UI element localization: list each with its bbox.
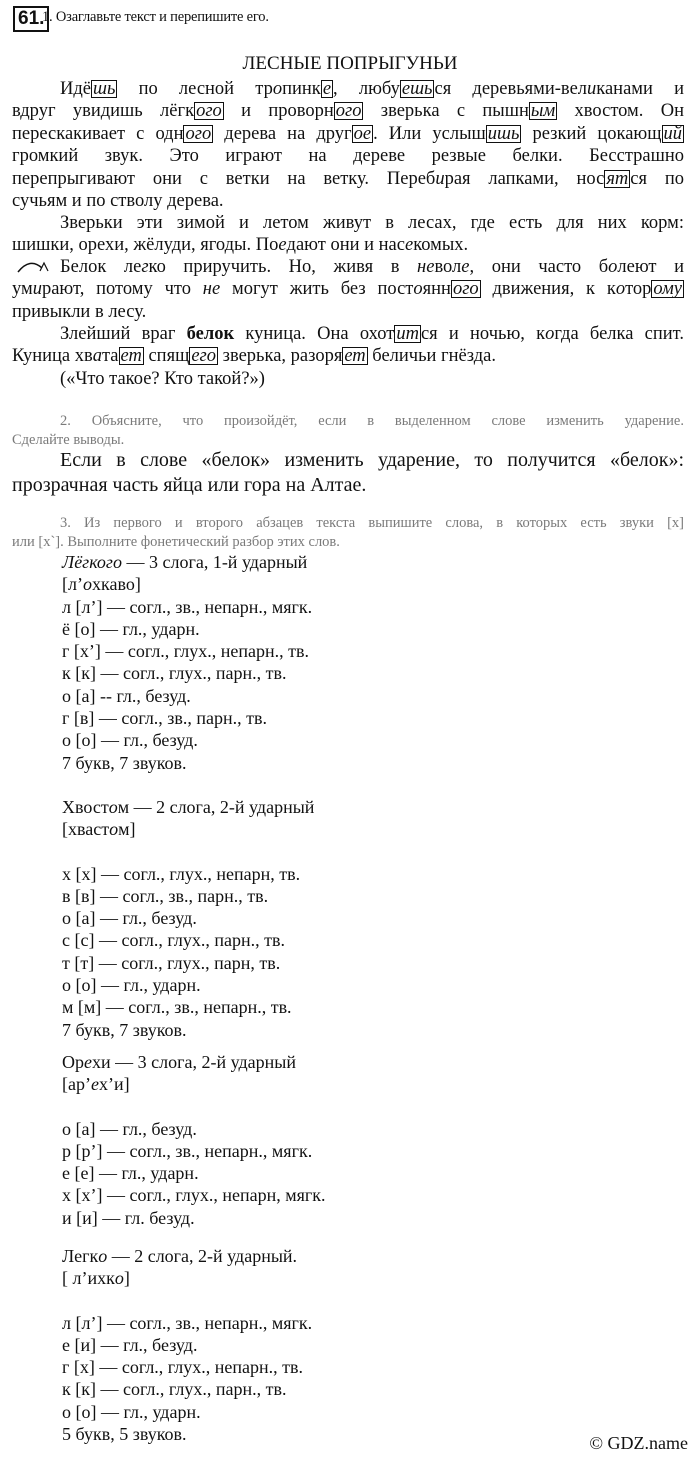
- italic-letter: о: [413, 279, 423, 300]
- text-run: хкаво]: [91, 574, 141, 595]
- spacer: [62, 841, 314, 863]
- analysis-line: е [е] — гл., ударн.: [62, 1163, 199, 1184]
- text-run: привыкли в лесу.: [12, 301, 147, 322]
- highlighted-ending: ят: [606, 168, 629, 189]
- analysis-transcription: [62, 573, 312, 595]
- highlighted-ending: ого: [196, 101, 222, 122]
- analysis-header: [62, 551, 312, 573]
- text-run: та: [101, 346, 119, 367]
- text-line: [12, 168, 684, 190]
- analysis-legko: [62, 1245, 312, 1445]
- spacer: [62, 1290, 312, 1312]
- analysis-line: о [а] — гл., безуд.: [62, 1118, 197, 1139]
- analysis-orekhi: [62, 1051, 326, 1229]
- stressed-vowel: о: [114, 1268, 124, 1289]
- text-run: вдруг увидишь лёгк: [12, 101, 195, 122]
- stressed-vowel: о: [108, 797, 118, 817]
- analysis-line: г [х’] — согл., глух., непарн., тв.: [62, 641, 309, 662]
- analysis-legkogo: [62, 551, 312, 774]
- text-run: зверька с пышн: [363, 101, 529, 122]
- analysis-syllables: — 3 слога, 1-й ударный: [121, 552, 308, 572]
- text-run: вол: [434, 257, 462, 277]
- analysis-line: т [т] — согл., глух., парн, тв.: [62, 952, 281, 973]
- highlighted-ending: ит: [396, 324, 419, 344]
- text-run: ]: [123, 1268, 130, 1289]
- analysis-line: 7 букв, 7 звуков.: [62, 1019, 187, 1040]
- task2-answer-line-1: Если в слове «белок» изменить ударение, то получится «белок»:: [60, 449, 684, 471]
- italic-letter: о: [545, 324, 555, 344]
- analysis-line: 7 букв, 7 звуков.: [62, 752, 187, 773]
- text-title: ЛЕСНЫЕ ПОПРЫГУНЬИ: [242, 53, 458, 74]
- text-run: янн: [422, 279, 451, 300]
- text-run: , любу: [333, 79, 400, 99]
- stressed-vowel: е: [90, 1074, 99, 1095]
- analysis-line: о [а] — гл., безуд.: [62, 908, 197, 929]
- analysis-line: х [х] — согл., глух., непарн, тв.: [62, 863, 301, 884]
- text-run: [хваст: [62, 819, 110, 840]
- text-run: шишки, орехи, жёлуди, ягоды. По: [12, 235, 279, 256]
- text-run: сучьям и по стволу дерева.: [12, 191, 224, 212]
- text-run: . Или услыш: [373, 123, 486, 144]
- analysis-line: к [к] — согл., глух., парн., тв.: [62, 1379, 287, 1400]
- italic-letter: г: [141, 257, 149, 277]
- text-run: ко приручить. Но, живя в: [148, 257, 418, 277]
- analysis-line: р [р’] — согл., зв., непарн., мягк.: [62, 1140, 313, 1161]
- bold-word: белок: [186, 324, 235, 344]
- text-run: Куница хв: [12, 346, 93, 367]
- italic-letter: и: [587, 79, 597, 99]
- highlighted-ending: его: [191, 346, 217, 367]
- text-run: резкий цокающ: [521, 123, 662, 144]
- text-line: [12, 278, 684, 300]
- analysis-line: с [с] — согл., глух., парн., тв.: [62, 930, 285, 951]
- analysis-header: [62, 796, 314, 818]
- italic-letter: а: [92, 346, 102, 367]
- task2-question-line-2: Сделайте выводы.: [12, 432, 125, 448]
- stressed-vowel: о: [82, 574, 92, 595]
- analysis-transcription: [62, 1267, 312, 1289]
- italic-letter: не: [417, 257, 435, 277]
- stressed-vowel: о: [98, 1246, 108, 1266]
- analysis-line: м [м] — согл., зв., непарн., тв.: [62, 997, 292, 1018]
- highlighted-ending: шь: [92, 79, 116, 99]
- task1-instruction: 1. Озаглавьте текст и перепишите его.: [42, 9, 269, 25]
- stressed-vowel: о: [109, 819, 119, 840]
- text-run: канами и: [596, 79, 685, 99]
- analysis-syllables: — 2 слога, 2-й ударный.: [107, 1246, 298, 1266]
- text-run: Злейший враг: [60, 324, 187, 344]
- text-line: [12, 212, 684, 234]
- paragraph-4: [12, 323, 684, 368]
- analysis-khvostom: [62, 796, 314, 1041]
- text-line: [12, 190, 684, 212]
- text-run: Легк: [62, 1246, 99, 1266]
- text-run: перепрыгивают они с ветки на ветку. Переб: [12, 168, 436, 189]
- highlighted-ending: ишь: [487, 123, 520, 144]
- analysis-header: [62, 1245, 312, 1267]
- analysis-transcription: [62, 818, 314, 840]
- text-run: движения, к к: [480, 279, 616, 300]
- analysis-line: о [а] -- гл., безуд.: [62, 685, 191, 706]
- text-line: [12, 123, 684, 145]
- text-run: Белок ле: [60, 257, 142, 277]
- analysis-line: о [о] — гл., безуд.: [62, 730, 198, 751]
- text-line: [12, 145, 684, 167]
- text-run: гда белка спит.: [554, 324, 684, 344]
- text-run: [ л’ихк: [62, 1268, 115, 1289]
- text-run: громкий звук. Это играют на дереве резвые белки. Бесстрашно: [12, 146, 684, 167]
- stress-arc-mark: [16, 259, 56, 275]
- highlighted-ending: ет: [344, 346, 366, 367]
- italic-letter: о: [608, 257, 618, 277]
- text-run: [ар’: [62, 1074, 91, 1095]
- text-run: ся и ночью, к: [420, 324, 546, 344]
- text-run: хи: [92, 1052, 111, 1072]
- text-run: тор: [625, 279, 652, 300]
- text-run: по лесной тр: [117, 79, 273, 99]
- highlighted-ending: ое: [353, 123, 372, 144]
- text-source: [12, 368, 684, 390]
- text-run: перескакивает с одн: [12, 123, 184, 144]
- italic-letter: и: [435, 168, 445, 189]
- analysis-line: ё [о] — гл., ударн.: [62, 618, 200, 639]
- text-line: [12, 301, 684, 323]
- text-run: комых.: [413, 235, 469, 256]
- text-run: м: [117, 797, 130, 817]
- analysis-line: и [и] — гл. безуд.: [62, 1207, 195, 1228]
- task2-question-line-1: 2. Объясните, что произойдёт, если в выделенном слове изменить ударение.: [60, 413, 684, 429]
- text-line: [12, 323, 684, 345]
- highlighted-ending: ешь: [401, 79, 433, 99]
- copyright-watermark: © GDZ.name: [589, 1433, 688, 1453]
- italic-letter: и: [32, 279, 42, 300]
- analysis-line: л [л’] — согл., зв., непарн., мягк.: [62, 596, 313, 617]
- source-label: («Что такое? Кто такой?»): [60, 369, 265, 389]
- task2-question: [12, 412, 684, 450]
- text-run: дают они и нас: [286, 235, 405, 256]
- text-line: [12, 100, 684, 122]
- task2-answer: [12, 448, 684, 498]
- highlighted-ending: ого: [185, 123, 212, 144]
- italic-letter: е: [404, 235, 414, 256]
- highlighted-ending: е: [322, 79, 332, 99]
- highlighted-ending: ым: [530, 101, 556, 122]
- analysis-line: о [о] — гл., ударн.: [62, 975, 201, 996]
- text-run: хвостом. Он: [557, 101, 684, 122]
- italic-letter: е: [461, 257, 470, 277]
- task3-question: [12, 514, 684, 552]
- task3-question-line-2: или [х`]. Выполните фонетический разбор этих слов.: [12, 534, 340, 550]
- analysis-syllables: — 2 слога, 2-й ударный: [129, 797, 315, 817]
- text-run: [л’: [62, 574, 83, 595]
- text-run: рая лапками, нос: [444, 168, 605, 189]
- text-run: пинк: [282, 79, 321, 99]
- analysis-word: Лёгкого: [62, 552, 122, 572]
- analysis-line: х [х’] — согл., глух., непарн, мягк.: [62, 1185, 326, 1206]
- italic-letter: е: [278, 235, 287, 256]
- highlighted-ending: ого: [335, 101, 362, 122]
- text-run: и проворн: [223, 101, 334, 122]
- task3-question-line-1: 3. Из первого и второго абзацев текста выпишите слова, в которых есть звуки [х]: [60, 515, 684, 531]
- spacer: [62, 1096, 326, 1118]
- highlighted-ending: ому: [653, 279, 682, 300]
- analysis-syllables: — 3 слога, 2-й ударный: [110, 1052, 296, 1072]
- stressed-vowel: е: [84, 1052, 92, 1072]
- text-run: Хвост: [62, 797, 109, 817]
- task2-answer-line-2: прозрачная часть яйца или гора на Алтае.: [12, 474, 367, 496]
- text-line: [12, 256, 684, 278]
- text-run: ум: [12, 279, 33, 300]
- paragraph-2: [12, 212, 684, 257]
- paragraph-1: [12, 78, 684, 212]
- analysis-line: к [к] — согл., глух., парн., тв.: [62, 663, 287, 684]
- text-run: могут жить без пост: [220, 279, 414, 300]
- text-run: куница. Она охот: [234, 324, 395, 344]
- highlighted-ending: ого: [452, 279, 479, 300]
- italic-letter: о: [615, 279, 626, 300]
- text-line: [12, 345, 684, 367]
- text-line: [12, 234, 684, 256]
- text-run: м]: [118, 819, 136, 840]
- analysis-line: 5 букв, 5 звуков.: [62, 1424, 187, 1445]
- text-line: [12, 78, 684, 100]
- analysis-line: г [в] — согл., зв., парн., тв.: [62, 708, 268, 729]
- analysis-line: о [о] — гл., ударн.: [62, 1401, 201, 1422]
- paragraph-3: [12, 256, 684, 323]
- analysis-line: г [х] — согл., глух., непарн., тв.: [62, 1357, 304, 1378]
- highlighted-ending: ет: [120, 346, 142, 367]
- task-number-badge: 61.: [13, 6, 49, 32]
- analysis-line: в [в] — согл., зв., парн., тв.: [62, 885, 269, 906]
- analysis-transcription: [62, 1073, 326, 1095]
- text-run: Идё: [60, 79, 91, 99]
- analysis-line: л [л’] — согл., зв., непарн., мягк.: [62, 1312, 313, 1333]
- italic-letter: не: [202, 279, 221, 300]
- text-run: Ор: [62, 1052, 84, 1072]
- text-run: рают, потому что: [41, 279, 203, 300]
- analysis-header: [62, 1051, 326, 1073]
- text-run: Зверьки эти зимой и летом живут в лесах, где есть для них корм:: [60, 213, 684, 233]
- text-run: дерева на друг: [213, 123, 352, 144]
- text-run: беличьи гнёзда.: [367, 346, 496, 367]
- text-run: зверька, разоря: [218, 346, 343, 367]
- text-run: , они часто б: [469, 257, 609, 277]
- text-run: х’и]: [98, 1074, 130, 1095]
- text-run: спящ: [143, 346, 190, 367]
- analysis-line: е [и] — гл., безуд.: [62, 1334, 198, 1355]
- highlighted-ending: ий: [663, 123, 683, 144]
- text-run: ся деревьями-вел: [434, 79, 588, 99]
- text-run: ся по: [630, 168, 685, 189]
- text-run: леют и: [617, 257, 684, 277]
- italic-letter: о: [272, 79, 283, 99]
